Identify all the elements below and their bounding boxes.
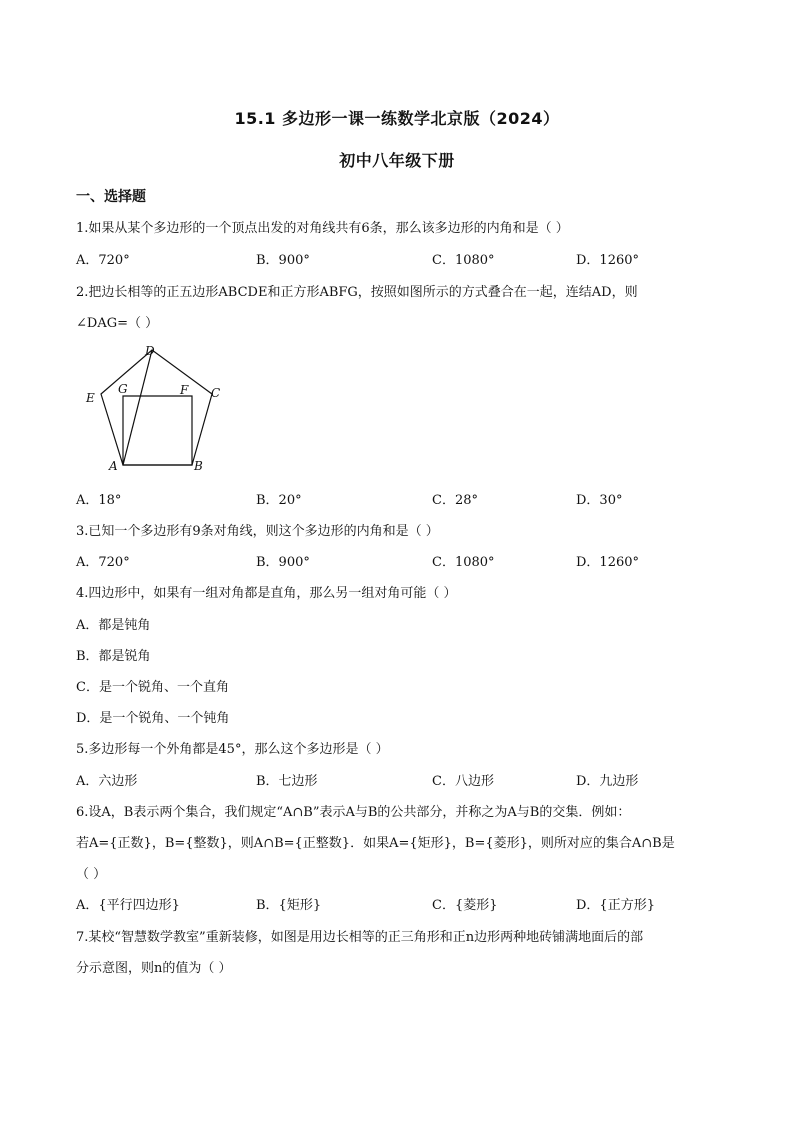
question-5-stem: 5.多边形每一个外角都是45°，那么这个多边形是（ ） [76,742,389,757]
question-2-stem-line-2: ∠DAG=（ ） [76,316,159,331]
question-5-option-a: A．六边形 [76,774,138,789]
segment-ad [123,350,152,465]
label-a: A [109,459,118,473]
question-3-option-d: D．1260° [576,555,640,570]
question-1-option-a: A．720° [76,253,130,268]
question-7-stem-line-1: 7.某校“智慧数学教室”重新装修，如图是用边长相等的正三角形和正n边形两种地砖铺满地面后的部 [76,930,644,945]
question-4-option-b: B．都是锐角 [76,649,151,664]
section-heading: 一、选择题 [76,189,146,205]
question-2-option-b: B．20° [256,493,302,508]
question-7-stem-line-2: 分示意图，则n的值为（ ） [76,961,232,976]
question-5-option-d: D．九边形 [576,774,639,789]
question-4-option-a: A．都是钝角 [76,618,151,633]
question-2-option-c: C．28° [432,493,478,508]
question-6-stem-line-2: 若A={正数}，B={整数}，则A∩B={正整数}．如果A={矩形}，B={菱形}，则所对应的集合A∩B是 [76,836,675,851]
question-1-option-c: C．1080° [432,253,495,268]
question-2-option-d: D．30° [576,493,623,508]
question-3-stem: 3.已知一个多边形有9条对角线，则这个多边形的内角和是（ ） [76,524,439,539]
pentagon-abcde [101,350,212,465]
question-5-option-b: B．七边形 [256,774,318,789]
question-6-stem-line-1: 6.设A，B表示两个集合，我们规定“A∩B”表示A与B的公共部分，并称之为A与B的交集．例如： [76,805,631,820]
question-1-option-d: D．1260° [576,253,640,268]
page-subtitle: 初中八年级下册 [339,151,455,170]
question-2-stem-line-1: 2.把边长相等的正五边形ABCDE和正方形ABFG，按照如图所示的方式叠合在一起，连结AD，则 [76,285,638,300]
pentagon-square-figure [80,340,230,475]
question-3-option-c: C．1080° [432,555,495,570]
label-f: F [180,383,189,397]
label-e: E [86,391,95,405]
question-1-stem: 1.如果从某个多边形的一个顶点出发的对角线共有6条，那么该多边形的内角和是（ ） [76,221,569,236]
question-6-option-d: D．{正方形} [576,898,655,913]
question-6-option-a: A．{平行四边形} [76,898,180,913]
square-abfg [123,396,192,465]
question-2-option-a: A．18° [76,493,122,508]
question-1-option-b: B．900° [256,253,310,268]
question-6-option-b: B．{矩形} [256,898,322,913]
label-d: D [145,344,155,358]
label-g: G [118,382,128,396]
question-3-option-b: B．900° [256,555,310,570]
question-4-option-d: D．是一个锐角、一个钝角 [76,711,230,726]
label-b: B [194,459,203,473]
question-5-option-c: C．八边形 [432,774,494,789]
question-4-stem: 4.四边形中，如果有一组对角都是直角，那么另一组对角可能（ ） [76,586,457,601]
question-4-option-c: C．是一个锐角、一个直角 [76,680,229,695]
page-title: 15.1 多边形一课一练数学北京版（2024） [234,109,560,128]
question-3-option-a: A．720° [76,555,130,570]
question-6-option-c: C．{菱形} [432,898,498,913]
label-c: C [211,386,221,400]
question-6-stem-line-3: （ ） [76,867,107,882]
